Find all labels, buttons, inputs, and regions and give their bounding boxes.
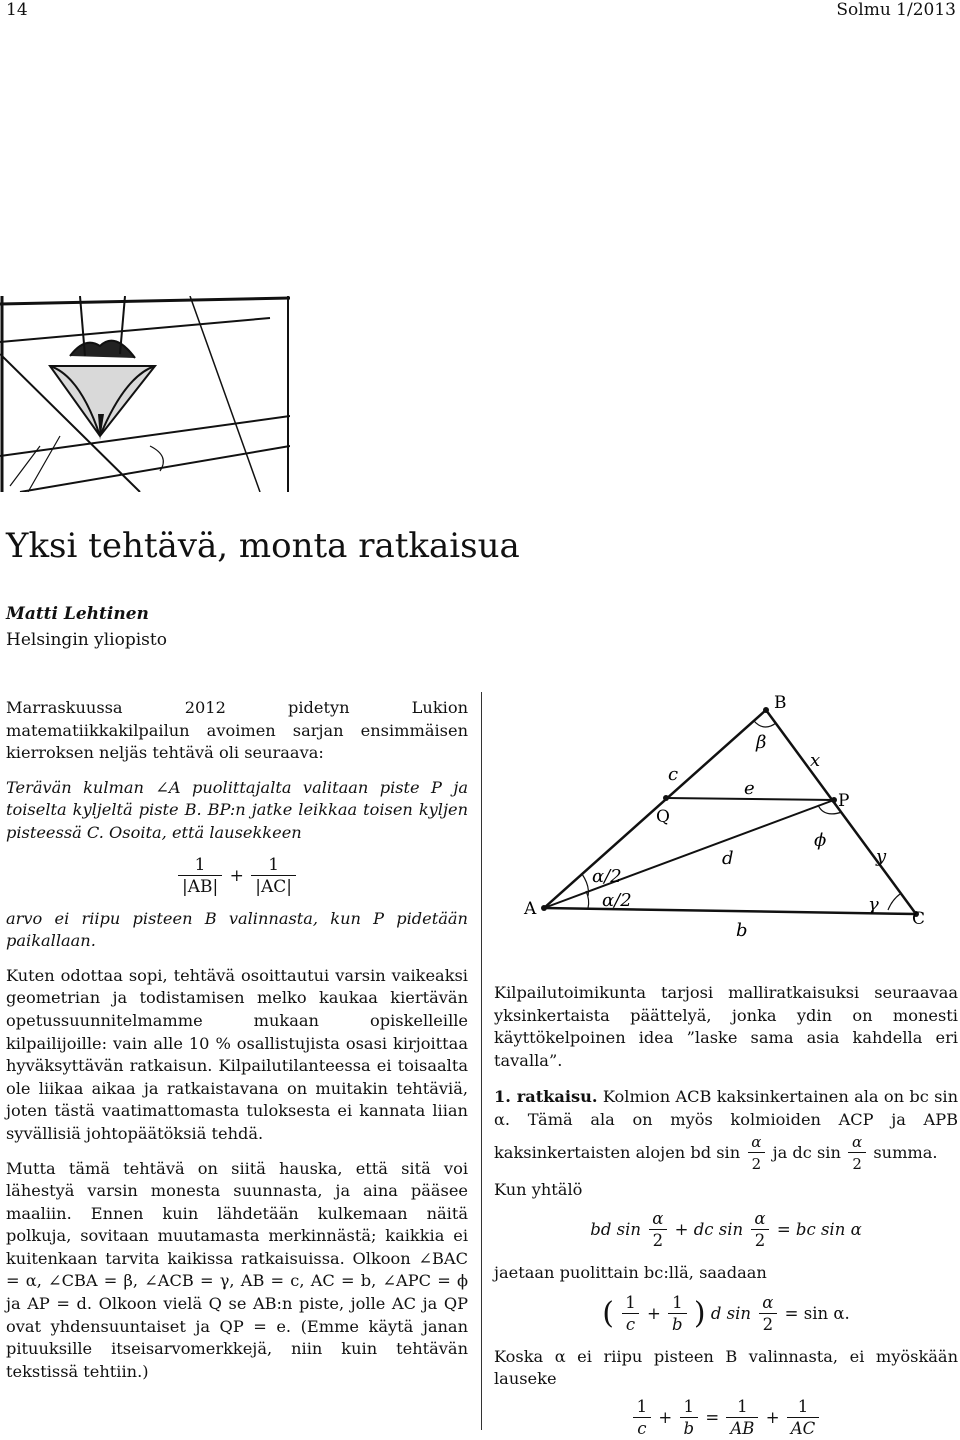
point-A-label: A xyxy=(524,899,537,919)
problem-end: arvo ei riipu pisteen B valinnasta, kun P pidetään paikallaan. xyxy=(6,908,468,951)
pencil-illustration xyxy=(0,296,290,492)
kun-yhtalo: Kun yhtälö xyxy=(494,1179,583,1199)
left-column xyxy=(6,697,468,1395)
point-P-label: P xyxy=(838,791,850,811)
equation-3: $\frac{1}{c}$ + $\frac{1}{b}$ = $\frac{1}{AB}$ + $\frac{1}{AC}$ xyxy=(494,1397,958,1440)
problem-formula: $\frac{1}{|AB|}$ + $\frac{1}{|AC|}$ xyxy=(6,855,468,898)
solution-1-text: Kolmion ACB kaksinkertainen ala on bc sin α. Tämä ala on myös kolmioiden ACP ja APB kaksinkertaisten alojen bd sin xyxy=(494,1087,958,1162)
author-affiliation: Helsingin yliopisto xyxy=(6,630,167,650)
point-B-label: B xyxy=(774,693,787,713)
page-number: 14 xyxy=(6,0,28,20)
label-b: b xyxy=(736,920,748,941)
equation-1: bd sin $\frac{\alpha}{2}$ + dc sin $\frac{\alpha}{2}$ = bc sin α xyxy=(590,1209,862,1251)
label-y: y xyxy=(876,846,887,867)
point-C-label: C xyxy=(912,909,926,929)
label-beta: β xyxy=(756,732,767,753)
label-alpha-half-2: α/2 xyxy=(602,890,632,911)
paragraph-difficulty: Kuten odottaa sopi, tehtävä osoittautui varsin vaikeaksi geometrian ja todistamisen melko kaukaa kiertävän opetussuunnitelmamme mukaan opiskelleille kilpailijoille: vain alle 10 % osallistujista osasi kirjoittaa hyväksyttävän ratkaisun. Kilpailutilanteessa ei toisaalta ole liikaa aikaa ja ratkaistavana on muitakin tehtäviä, joten tästä vaatimattomasta tuloksesta ei kannata liian syvällisiä johtopäätöksiä tehdä. xyxy=(6,965,468,1143)
point-Q-label: Q xyxy=(656,807,670,827)
label-gamma: γ xyxy=(868,894,879,915)
right-column xyxy=(494,982,958,1440)
solution-1-heading: 1. ratkaisu. xyxy=(494,1087,598,1107)
paragraph-notation: Mutta tämä tehtävä on siitä hauska, että sitä voi lähestyä varsin monesta suunnasta, ja aina pääsee maaliin. Ennen kuin lähdetään kulkemaan näitä polkuja, sovitaan muutamasta merkinnästä; kaikkia ei kuitenkaan tarvita kaikissa ratkaisuissa. Olkoon ∠BAC = α, ∠CBA = β, ∠ACB = γ, AB = c, AC = b, ∠APC = ϕ ja AP = d. Olkoon vielä Q se AB:n piste, jolle AC ja QP ovat yhdensuuntaiset ja QP = e. (Emme käytä janan pituuksille itseisarvomerkkejä, niin kuin tehtävän tekstissä tehtiin.) xyxy=(6,1158,468,1381)
triangle-figure xyxy=(516,686,936,946)
author-name: Matti Lehtinen xyxy=(6,604,149,624)
model-solution-intro: Kilpailutoimikunta tarjosi malliratkaisuksi seuraavaa yksinkertaista päättelyä, jonka ydin on monesti käyttökelpoinen idea ”laske sama asia kahdella eri tavalla”. xyxy=(494,983,958,1070)
koska-text: Koska α ei riipu pisteen B valinnasta, ei myöskään lauseke xyxy=(494,1346,958,1389)
label-alpha-half-1: α/2 xyxy=(592,866,622,887)
label-phi: ϕ xyxy=(814,830,827,851)
journal-issue: Solmu 1/2013 xyxy=(836,0,956,20)
solution-1: 1. ratkaisu. Kolmion ACB kaksinkertainen ala on bc sin α. Tämä ala on myös kolmioiden ACP ja APB kaksinkertaisten alojen bd sin $\frac{\alpha}{2}$ ja dc sin $\frac{\alpha}{2}$ summa. xyxy=(494,1087,958,1173)
problem-statement: Terävän kulman ∠A puolittajalta valitaan piste P ja toiselta kyljeltä piste B. BP:n jatke leikkaa toisen kyljen pisteessä C. Osoita, että lausekkeen xyxy=(6,777,468,842)
label-e: e xyxy=(744,778,755,799)
column-divider xyxy=(481,692,482,1430)
jaetaan-text: jaetaan puolittain bc:llä, saadaan xyxy=(494,1263,767,1283)
label-x: x xyxy=(810,750,821,771)
label-d: d xyxy=(722,848,734,869)
intro-paragraph: Marraskuussa 2012 pidetyn Lukion matematiikkakilpailun avoimen sarjan ensimmäisen kierroksen neljäs tehtävä oli seuraava: xyxy=(6,698,468,763)
equation-2: ( $\frac{1}{c}$ + $\frac{1}{b}$ ) d sin $\frac{\alpha}{2}$ = sin α. xyxy=(602,1292,850,1334)
article-title: Yksi tehtävä, monta ratkaisua xyxy=(6,526,520,566)
label-c: c xyxy=(668,764,679,785)
